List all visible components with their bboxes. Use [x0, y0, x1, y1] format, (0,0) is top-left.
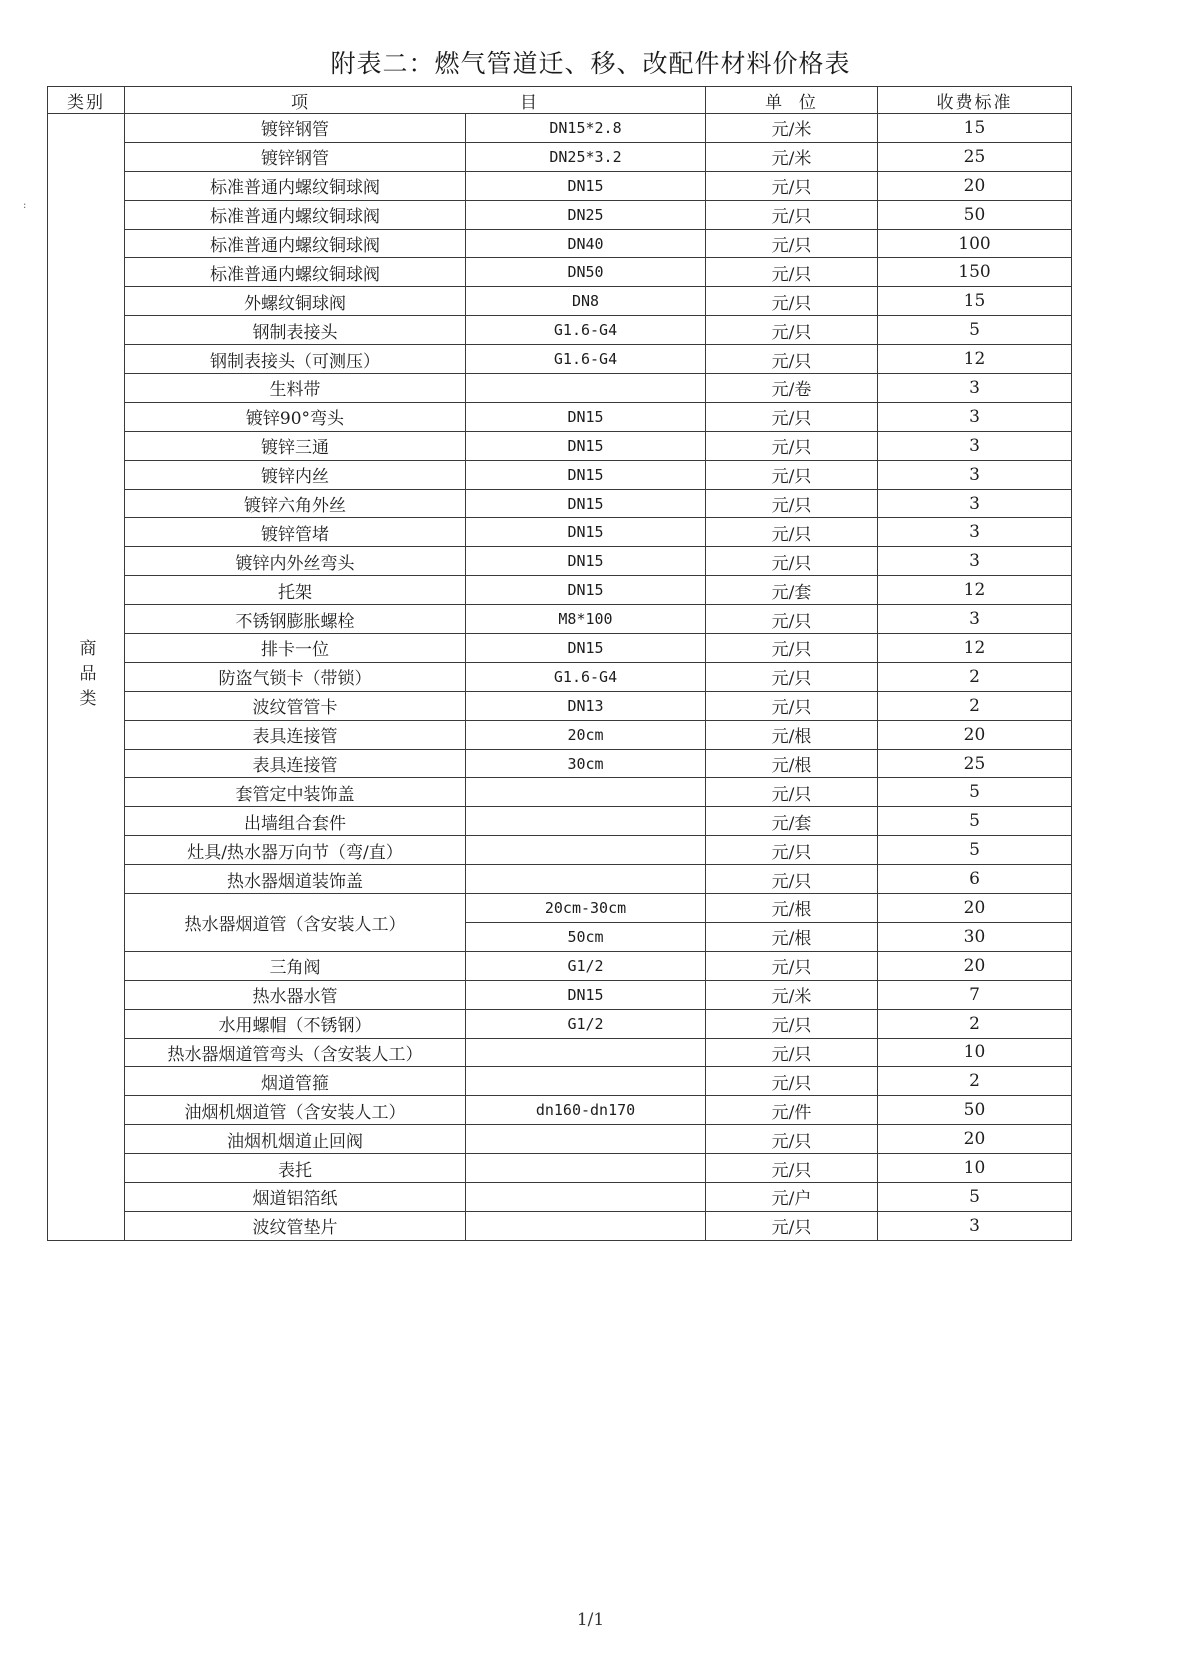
item-spec: DN15 [466, 576, 706, 605]
item-unit: 元/米 [706, 114, 878, 143]
item-spec [466, 1067, 706, 1096]
table-row [48, 836, 1072, 865]
item-spec: DN15 [466, 489, 706, 518]
table-body [48, 114, 1072, 1241]
item-name: 钢制表接头 [125, 316, 466, 345]
item-unit: 元/只 [706, 634, 878, 663]
table-row [48, 402, 1072, 431]
item-name: 镀锌内丝 [125, 460, 466, 489]
item-price: 3 [878, 431, 1072, 460]
item-name: 烟道管箍 [125, 1067, 466, 1096]
item-spec: DN15 [466, 431, 706, 460]
table-row [48, 1038, 1072, 1067]
item-price: 3 [878, 605, 1072, 634]
item-name: 油烟机烟道管（含安装人工） [125, 1096, 466, 1125]
table-row [48, 720, 1072, 749]
item-unit: 元/只 [706, 460, 878, 489]
item-unit: 元/根 [706, 894, 878, 923]
item-unit: 元/只 [706, 171, 878, 200]
item-price: 3 [878, 402, 1072, 431]
table-row [48, 1009, 1072, 1038]
item-name: 波纹管垫片 [125, 1211, 466, 1240]
item-price: 20 [878, 951, 1072, 980]
item-unit: 元/只 [706, 518, 878, 547]
item-name: 外螺纹铜球阀 [125, 287, 466, 316]
item-price: 20 [878, 720, 1072, 749]
item-price: 25 [878, 749, 1072, 778]
page-number: 1/1 [576, 1610, 605, 1630]
item-unit: 元/只 [706, 662, 878, 691]
item-name: 烟道铝箔纸 [125, 1182, 466, 1211]
item-price: 5 [878, 807, 1072, 836]
item-unit: 元/只 [706, 402, 878, 431]
item-name: 托架 [125, 576, 466, 605]
item-unit: 元/根 [706, 922, 878, 951]
item-name: 生料带 [125, 374, 466, 403]
table-row [48, 749, 1072, 778]
item-spec [466, 836, 706, 865]
item-name: 波纹管管卡 [125, 691, 466, 720]
item-spec [466, 1182, 706, 1211]
item-spec [466, 1125, 706, 1154]
item-unit: 元/只 [706, 489, 878, 518]
item-spec: M8*100 [466, 605, 706, 634]
table-row [48, 142, 1072, 171]
item-spec: DN40 [466, 229, 706, 258]
table-row [48, 951, 1072, 980]
table-row [48, 547, 1072, 576]
item-name: 防盗气锁卡（带锁） [125, 662, 466, 691]
item-spec: G1/2 [466, 951, 706, 980]
item-name: 表具连接管 [125, 749, 466, 778]
item-price: 5 [878, 778, 1072, 807]
item-name: 不锈钢膨胀螺栓 [125, 605, 466, 634]
item-unit: 元/件 [706, 1096, 878, 1125]
table-row [48, 460, 1072, 489]
item-spec: DN15 [466, 460, 706, 489]
item-name: 出墙组合套件 [125, 807, 466, 836]
item-spec: DN50 [466, 258, 706, 287]
item-name: 表具连接管 [125, 720, 466, 749]
item-price: 2 [878, 691, 1072, 720]
item-unit: 元/只 [706, 345, 878, 374]
table-row [48, 518, 1072, 547]
item-name: 标准普通内螺纹铜球阀 [125, 229, 466, 258]
item-name: 热水器烟道管（含安装人工） [125, 894, 466, 952]
table-header-row [48, 87, 1072, 114]
item-name: 表托 [125, 1154, 466, 1183]
item-price: 10 [878, 1038, 1072, 1067]
header-item [125, 87, 706, 114]
item-price: 12 [878, 634, 1072, 663]
table-row [48, 634, 1072, 663]
item-unit: 元/只 [706, 1009, 878, 1038]
item-spec: G1.6-G4 [466, 345, 706, 374]
item-unit: 元/只 [706, 1125, 878, 1154]
table-row [48, 1067, 1072, 1096]
item-name: 热水器水管 [125, 980, 466, 1009]
item-unit: 元/只 [706, 316, 878, 345]
item-name: 镀锌钢管 [125, 114, 466, 143]
table-row [48, 605, 1072, 634]
item-spec [466, 1038, 706, 1067]
item-name: 热水器烟道管弯头（含安装人工） [125, 1038, 466, 1067]
item-unit: 元/只 [706, 287, 878, 316]
item-name: 热水器烟道装饰盖 [125, 865, 466, 894]
item-unit: 元/只 [706, 691, 878, 720]
table-row [48, 489, 1072, 518]
item-unit: 元/只 [706, 1067, 878, 1096]
item-spec: dn160-dn170 [466, 1096, 706, 1125]
table-row [48, 1211, 1072, 1240]
item-name: 标准普通内螺纹铜球阀 [125, 200, 466, 229]
table-row [48, 114, 1072, 143]
item-spec: DN15 [466, 171, 706, 200]
item-name: 镀锌90°弯头 [125, 402, 466, 431]
price-table [47, 86, 1072, 1241]
item-price: 5 [878, 836, 1072, 865]
item-spec: DN15*2.8 [466, 114, 706, 143]
item-spec: G1/2 [466, 1009, 706, 1038]
table-row [48, 576, 1072, 605]
item-spec [466, 1154, 706, 1183]
item-spec: DN13 [466, 691, 706, 720]
item-price: 6 [878, 865, 1072, 894]
item-spec: 20cm [466, 720, 706, 749]
item-price: 12 [878, 345, 1072, 374]
table-row [48, 1182, 1072, 1211]
item-spec [466, 807, 706, 836]
item-spec: DN15 [466, 402, 706, 431]
table-row [48, 229, 1072, 258]
item-spec: DN15 [466, 547, 706, 576]
table-row [48, 200, 1072, 229]
item-price: 25 [878, 142, 1072, 171]
item-price: 3 [878, 460, 1072, 489]
header-category: 类别 [48, 87, 125, 114]
table-row [48, 1154, 1072, 1183]
item-price: 3 [878, 1211, 1072, 1240]
item-unit: 元/根 [706, 720, 878, 749]
table-row [48, 258, 1072, 287]
item-spec [466, 778, 706, 807]
item-name: 排卡一位 [125, 634, 466, 663]
item-price: 50 [878, 1096, 1072, 1125]
item-unit: 元/只 [706, 865, 878, 894]
item-price: 3 [878, 489, 1072, 518]
table-row [48, 662, 1072, 691]
table-row [48, 1125, 1072, 1154]
item-name: 油烟机烟道止回阀 [125, 1125, 466, 1154]
item-price: 100 [878, 229, 1072, 258]
item-price: 7 [878, 980, 1072, 1009]
table-row [48, 691, 1072, 720]
table-row [48, 316, 1072, 345]
item-name: 水用螺帽（不锈钢） [125, 1009, 466, 1038]
item-price: 2 [878, 1009, 1072, 1038]
item-name: 钢制表接头（可测压） [125, 345, 466, 374]
item-unit: 元/米 [706, 980, 878, 1009]
item-spec: G1.6-G4 [466, 316, 706, 345]
item-unit: 元/根 [706, 749, 878, 778]
item-unit: 元/只 [706, 200, 878, 229]
item-unit: 元/只 [706, 547, 878, 576]
item-price: 5 [878, 1182, 1072, 1211]
item-price: 20 [878, 1125, 1072, 1154]
item-unit: 元/只 [706, 1211, 878, 1240]
page-title: 附表二：燃气管道迁、移、改配件材料价格表 [330, 49, 851, 78]
item-spec: DN15 [466, 518, 706, 547]
item-name: 镀锌管堵 [125, 518, 466, 547]
item-unit: 元/米 [706, 142, 878, 171]
item-price: 30 [878, 922, 1072, 951]
table-row [48, 171, 1072, 200]
item-unit: 元/只 [706, 229, 878, 258]
item-name: 套管定中装饰盖 [125, 778, 466, 807]
item-price: 3 [878, 547, 1072, 576]
item-name: 标准普通内螺纹铜球阀 [125, 171, 466, 200]
item-unit: 元/只 [706, 836, 878, 865]
item-price: 3 [878, 374, 1072, 403]
category-cell: 商品类 [48, 114, 125, 1241]
table-row [48, 431, 1072, 460]
item-spec: 50cm [466, 922, 706, 951]
item-unit: 元/套 [706, 576, 878, 605]
item-spec: 30cm [466, 749, 706, 778]
table-row [48, 807, 1072, 836]
header-item-right: 目 [520, 92, 539, 113]
table-row [48, 374, 1072, 403]
item-name: 镀锌钢管 [125, 142, 466, 171]
item-spec [466, 865, 706, 894]
item-spec: DN25 [466, 200, 706, 229]
item-unit: 元/卷 [706, 374, 878, 403]
item-price: 20 [878, 171, 1072, 200]
item-unit: 元/只 [706, 1154, 878, 1183]
scan-mark: : [23, 200, 27, 211]
item-name: 灶具/热水器万向节（弯/直） [125, 836, 466, 865]
item-spec: DN15 [466, 980, 706, 1009]
item-price: 10 [878, 1154, 1072, 1183]
item-unit: 元/套 [706, 807, 878, 836]
header-item-left: 项 [291, 92, 310, 113]
item-unit: 元/只 [706, 951, 878, 980]
item-spec: 20cm-30cm [466, 894, 706, 923]
item-price: 20 [878, 894, 1072, 923]
item-price: 3 [878, 518, 1072, 547]
item-price: 12 [878, 576, 1072, 605]
item-spec: DN8 [466, 287, 706, 316]
item-price: 5 [878, 316, 1072, 345]
item-price: 15 [878, 287, 1072, 316]
item-name: 镀锌三通 [125, 431, 466, 460]
item-price: 15 [878, 114, 1072, 143]
item-spec [466, 1211, 706, 1240]
header-unit: 单 位 [706, 87, 878, 114]
item-name: 镀锌六角外丝 [125, 489, 466, 518]
item-spec: G1.6-G4 [466, 662, 706, 691]
table-row [48, 894, 1072, 923]
item-unit: 元/只 [706, 778, 878, 807]
item-unit: 元/户 [706, 1182, 878, 1211]
item-unit: 元/只 [706, 605, 878, 634]
table-row [48, 980, 1072, 1009]
item-price: 2 [878, 1067, 1072, 1096]
table-row [48, 1096, 1072, 1125]
item-price: 2 [878, 662, 1072, 691]
item-name: 标准普通内螺纹铜球阀 [125, 258, 466, 287]
item-spec: DN25*3.2 [466, 142, 706, 171]
item-name: 镀锌内外丝弯头 [125, 547, 466, 576]
item-price: 150 [878, 258, 1072, 287]
item-spec: DN15 [466, 634, 706, 663]
item-spec [466, 374, 706, 403]
item-unit: 元/只 [706, 1038, 878, 1067]
header-fee: 收费标准 [878, 87, 1072, 114]
item-unit: 元/只 [706, 431, 878, 460]
item-price: 50 [878, 200, 1072, 229]
table-row [48, 287, 1072, 316]
table-row [48, 778, 1072, 807]
item-unit: 元/只 [706, 258, 878, 287]
table-row [48, 345, 1072, 374]
table-row [48, 865, 1072, 894]
item-name: 三角阀 [125, 951, 466, 980]
